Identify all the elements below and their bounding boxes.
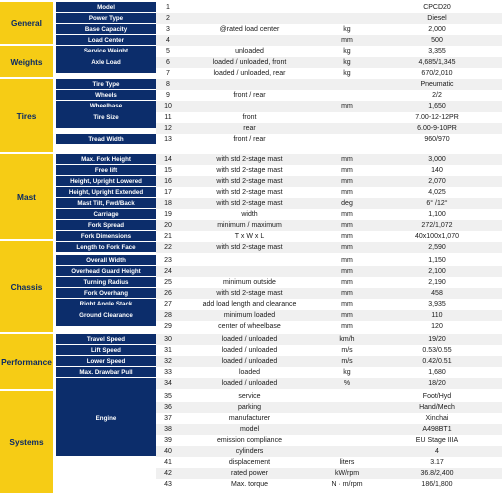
category-mast: Mast [0,154,53,241]
table-row [56,24,502,35]
row-number: 18 [164,200,172,207]
row-number: 29 [164,323,172,330]
row-name: Wheels [56,90,156,101]
row-condition: loaded / unloaded [221,380,278,387]
row-condition: loaded / unloaded [221,336,278,343]
table-row [156,123,502,134]
row-value: 3.17 [430,459,444,466]
row-unit: mm [341,268,353,275]
row-value: 1,680 [428,369,446,376]
row-value: Diesel [427,15,447,22]
row-name: Lift Speed [56,345,156,356]
row-name: Tread Width [56,134,156,145]
table-row [156,402,502,413]
table-row [56,35,502,46]
table-row [56,367,502,378]
table-row [56,334,502,345]
row-value: 7.00-12-12PR [415,114,459,121]
row-name: Overall Width [56,255,156,266]
table-row [56,220,502,231]
table-row [56,345,502,356]
row-number: 14 [164,156,172,163]
row-value: 2/2 [432,92,442,99]
row-number: 31 [164,347,172,354]
row-number: 43 [164,481,172,488]
row-number: 4 [166,37,170,44]
row-condition: loaded / unloaded [221,358,278,365]
row-unit: N · m/rpm [331,481,363,488]
row-name: Turning Radius [56,277,156,288]
table-row [56,198,502,209]
table-row [56,310,502,321]
row-number: 42 [164,470,172,477]
row-condition: minimum outside [223,279,276,286]
row-number: 13 [164,136,172,143]
row-condition: width [241,211,258,218]
table-row [156,446,502,457]
row-name: Axle Load [56,52,156,74]
row-value: 4,025 [428,189,446,196]
row-condition: unloaded [235,48,264,55]
row-unit: mm [341,312,353,319]
row-name: Base Capacity [56,24,156,35]
row-unit: mm [341,178,353,185]
row-name: Length to Fork Face [56,242,156,253]
row-value: 3,000 [428,156,446,163]
row-condition: rear [243,125,256,132]
row-number: 37 [164,415,172,422]
category-general: General [0,2,53,46]
row-value: 0.42/0.51 [422,358,452,365]
row-name: Lower Speed [56,356,156,367]
row-name: Height, Upright Lowered [56,176,156,187]
row-condition: @rated load center [219,26,280,33]
row-unit: kg [343,59,351,66]
table-row [56,2,502,13]
row-unit: mm [341,257,353,264]
row-value: Xinchai [425,415,449,422]
row-condition: loaded / unloaded, front [212,59,287,66]
row-name: Model [56,2,156,13]
row-unit: mm [341,290,353,297]
table-row [56,187,502,198]
row-unit: mm [341,323,353,330]
row-condition: with std 2-stage mast [216,244,283,251]
table-row [56,231,502,242]
row-condition: rated power [231,470,268,477]
row-number: 23 [164,257,172,264]
row-condition: with std 2-stage mast [216,200,283,207]
row-number: 3 [166,26,170,33]
table-row [56,165,502,176]
row-condition: loaded / unloaded [221,347,278,354]
row-value: Foot/Hyd [422,393,452,400]
row-value: 186/1,800 [421,481,453,488]
row-unit: mm [341,301,353,308]
row-name: Power Type [56,13,156,24]
row-condition: displacement [228,459,271,466]
row-value: Hand/Mech [419,404,455,411]
row-name: Fork Dimensions [56,231,156,242]
row-name: Travel Speed [56,334,156,345]
row-number: 32 [164,358,172,365]
table-row [156,479,502,490]
row-unit: km/h [339,336,355,343]
row-value: 1,100 [428,211,446,218]
row-unit: kW/rpm [334,470,360,477]
row-number: 24 [164,268,172,275]
category-systems: Systems [0,391,53,495]
row-condition: front / rear [233,136,266,143]
table-row [56,209,502,220]
category-chassis: Chassis [0,241,53,334]
row-number: 21 [164,233,172,240]
row-unit: mm [341,103,353,110]
table-row [156,68,502,79]
row-unit: mm [341,37,353,44]
row-condition: with std 2-stage mast [216,189,283,196]
row-number: 17 [164,189,172,196]
row-value: Pneumatic [420,81,454,88]
row-name: Carriage [56,209,156,220]
table-row [56,112,502,123]
row-name: Fork Spread [56,220,156,231]
table-row [156,468,502,479]
row-condition: emission compliance [217,437,282,444]
category-performance: Performance [0,334,53,391]
row-number: 16 [164,178,172,185]
table-row [156,435,502,446]
row-name: Engine [56,380,156,457]
row-condition: T x W x L [234,233,265,240]
table-row [56,13,502,24]
row-number: 8 [166,81,170,88]
row-condition: loaded [238,369,261,376]
row-value: 4,685/1,345 [418,59,456,66]
row-condition: manufacturer [228,415,271,422]
table-row [56,57,502,68]
row-value: 6° /12° [426,200,448,207]
row-value: 110 [431,312,443,319]
row-unit: m/s [341,358,353,365]
row-number: 2 [166,15,170,22]
row-value: 140 [431,167,443,174]
row-unit: liters [339,459,355,466]
table-row [156,321,502,332]
table-row [156,457,502,468]
row-unit: kg [343,26,351,33]
row-value: 1,650 [428,103,446,110]
row-condition: center of wheelbase [218,323,281,330]
category-tires: Tires [0,79,53,154]
row-unit: m/s [341,347,353,354]
row-value: 500 [431,37,443,44]
row-condition: model [239,426,260,433]
row-name: Free lift [56,165,156,176]
row-name: Mast Tilt, Fwd/Back [56,198,156,209]
row-number: 34 [164,380,172,387]
table-row [56,176,502,187]
row-value: 2,190 [428,279,446,286]
category-weights: Weights [0,46,53,79]
row-condition: service [238,393,261,400]
row-value: A498BT1 [422,426,452,433]
row-condition: with std 2-stage mast [216,167,283,174]
row-name: Max. Drawbar Pull [56,367,156,378]
row-unit: mm [341,233,353,240]
row-condition: parking [238,404,261,411]
row-value: EU Stage IIIA [415,437,459,444]
row-number: 20 [164,222,172,229]
row-value: CPCD20 [423,4,451,11]
row-number: 6 [166,59,170,66]
row-name: Ground Clearance [56,305,156,327]
row-condition: loaded / unloaded, rear [213,70,286,77]
row-number: 36 [164,404,172,411]
row-value: 3,355 [428,48,446,55]
row-name: Tire Type [56,79,156,90]
row-condition: with std 2-stage mast [216,156,283,163]
row-unit: mm [341,211,353,218]
row-condition: cylinders [235,448,264,455]
row-condition: front [242,114,257,121]
row-number: 15 [164,167,172,174]
row-unit: kg [343,70,351,77]
table-row [56,277,502,288]
table-row [56,255,502,266]
row-number: 22 [164,244,172,251]
row-value: 2,070 [428,178,446,185]
row-value: 2,100 [428,268,446,275]
row-value: 18/20 [428,380,446,387]
row-number: 33 [164,369,172,376]
row-number: 9 [166,92,170,99]
table-row [56,90,502,101]
row-condition: with std 2-stage mast [216,290,283,297]
row-value: 36.8/2,400 [420,470,454,477]
row-condition: with std 2-stage mast [216,178,283,185]
row-unit: deg [341,200,353,207]
row-value: 2,000 [428,26,446,33]
row-unit: mm [341,279,353,286]
row-number: 27 [164,301,172,308]
row-condition: minimum / maximum [217,222,282,229]
row-condition: minimum loaded [223,312,276,319]
row-number: 38 [164,426,172,433]
row-number: 41 [164,459,172,466]
row-unit: mm [341,222,353,229]
row-condition: front / rear [233,92,266,99]
row-number: 28 [164,312,172,319]
row-number: 26 [164,290,172,297]
row-value: 4 [435,448,439,455]
row-value: 3,935 [428,301,446,308]
row-value: 1,150 [428,257,446,264]
row-name: Tire Size [56,107,156,129]
row-name: Overhead Guard Height [56,266,156,277]
row-value: 670/2,010 [421,70,453,77]
row-number: 7 [166,70,170,77]
row-number: 25 [164,279,172,286]
row-unit: % [343,380,351,387]
row-value: 272/1,072 [421,222,453,229]
row-number: 5 [166,48,170,55]
row-unit: mm [341,156,353,163]
row-condition: add load length and clearance [202,301,297,308]
row-value: 40x100x1,070 [415,233,459,240]
row-name: Max. Fork Height [56,154,156,165]
row-number: 40 [164,448,172,455]
row-condition: Max. torque [231,481,268,488]
table-row [56,154,502,165]
table-row [56,79,502,90]
row-unit: kg [343,48,351,55]
row-number: 19 [164,211,172,218]
row-name: Fork Overhang [56,288,156,299]
row-number: 10 [164,103,172,110]
table-row [56,134,502,145]
row-number: 30 [164,336,172,343]
row-number: 12 [164,125,172,132]
row-unit: kg [343,369,351,376]
table-row [156,424,502,435]
row-unit: mm [341,244,353,251]
table-row [56,413,502,424]
row-value: 458 [431,290,443,297]
table-row [56,242,502,253]
row-value: 0.53/0.55 [422,347,452,354]
row-number: 11 [164,114,172,121]
table-row [56,356,502,367]
row-value: 120 [431,323,443,330]
row-number: 35 [164,393,172,400]
row-value: 960/970 [424,136,450,143]
table-row [56,288,502,299]
row-number: 39 [164,437,172,444]
row-name: Height, Upright Extended [56,187,156,198]
table-row [56,266,502,277]
row-value: 6.00-9-10PR [417,125,457,132]
row-number: 1 [166,4,170,11]
row-value: 2,590 [428,244,446,251]
row-value: 19/20 [428,336,446,343]
row-unit: mm [341,167,353,174]
row-name: Load Center [56,35,156,46]
row-unit: mm [341,189,353,196]
